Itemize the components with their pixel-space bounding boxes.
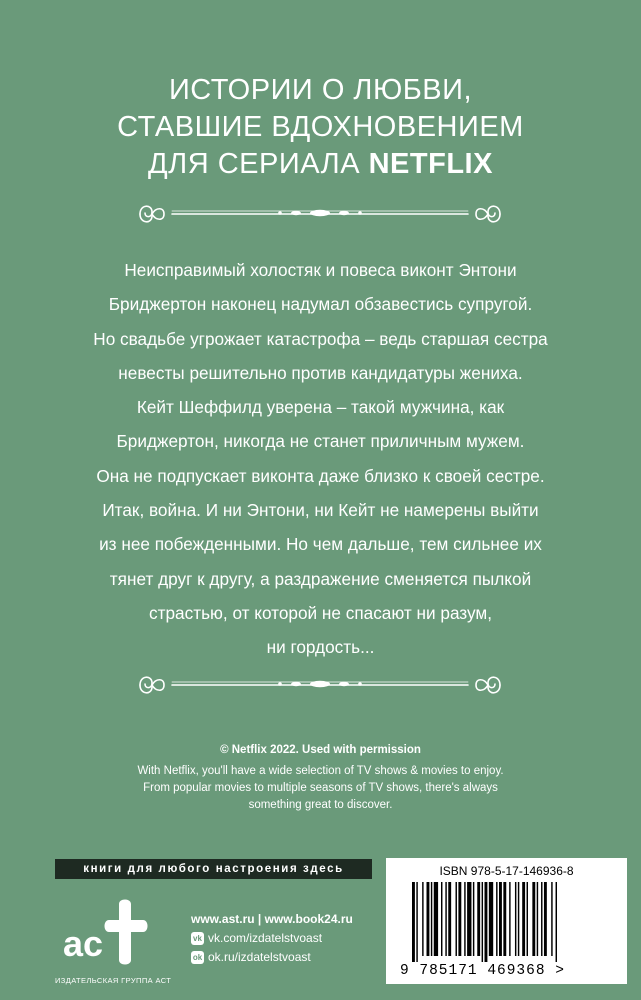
barcode-bar xyxy=(422,882,423,956)
headline xyxy=(0,72,641,183)
netflix-note-line: From popular movies to multiple seasons of TV shows, there's always xyxy=(143,782,498,794)
blurb-line: Но свадьбе угрожает катастрофа – ведь старшая сестра xyxy=(93,328,548,349)
barcode-bar xyxy=(515,882,516,956)
barcode-icon xyxy=(410,882,610,962)
barcode-bar xyxy=(532,882,535,956)
barcode-bar xyxy=(518,882,519,956)
barcode-bars xyxy=(410,882,610,962)
barcode-bar xyxy=(473,882,474,956)
barcode-bar xyxy=(434,882,438,956)
headline-prefix: ДЛЯ СЕРИАЛА xyxy=(148,148,369,180)
barcode-box xyxy=(386,858,627,984)
publisher-contacts xyxy=(191,910,353,967)
vk-icon: vk xyxy=(191,932,204,945)
barcode-bar xyxy=(496,882,497,956)
barcode-bar xyxy=(541,882,542,956)
ok-link[interactable] xyxy=(191,948,353,967)
barcode-bar xyxy=(412,882,415,962)
barcode-bar xyxy=(467,882,471,956)
netflix-brand: NETFLIX xyxy=(368,148,493,180)
barcode-bar xyxy=(509,882,510,956)
blurb-line: Бриджертон наконец надумал обзавестись супругой. xyxy=(108,294,533,315)
ornament-divider-top xyxy=(130,199,510,229)
publisher-name: ИЗДАТЕЛЬСКАЯ ГРУППА АСТ xyxy=(55,976,172,985)
blurb-line: тянет друг к другу, а раздражение сменяется пылкой xyxy=(109,568,532,589)
book-blurb xyxy=(40,253,601,665)
barcode-digits: 9 785171 469368 > xyxy=(400,963,565,979)
ornament-divider-bottom xyxy=(130,670,510,700)
ast-logo xyxy=(55,890,175,980)
barcode-bar xyxy=(537,882,538,956)
ast-logo-text: ac xyxy=(63,923,104,964)
barcode-bar xyxy=(485,882,488,962)
blurb-line: Кейт Шеффилд уверена – такой мужчина, как xyxy=(136,397,505,418)
barcode-bar xyxy=(416,882,417,962)
headline-line-1: ИСТОРИИ О ЛЮБВИ, xyxy=(168,74,473,106)
isbn-label: ISBN 978-5-17-146936-8 xyxy=(439,864,574,878)
tagline-bar: книги для любого настроения здесь xyxy=(55,859,372,879)
ast-cross-logo-icon xyxy=(55,890,175,980)
barcode-bar xyxy=(427,882,430,956)
ornament-icon xyxy=(130,199,510,229)
ok-icon: ok xyxy=(192,953,203,962)
blurb-line: страстью, от которой не спасают ни разум, xyxy=(149,602,492,623)
websites-link[interactable]: www.ast.ru | www.book24.ru xyxy=(191,912,353,926)
ornament-icon xyxy=(130,670,510,700)
blurb-line: из нее побежденными. Но чем дальше, тем сильнее их xyxy=(99,534,542,555)
barcode-bar xyxy=(464,882,465,956)
barcode-bar xyxy=(544,882,547,956)
blurb-line: ни гордость... xyxy=(266,637,375,658)
barcode-bar xyxy=(448,882,451,956)
blurb-line: Неисправимый холостяк и повеса виконт Энтони xyxy=(124,260,517,280)
barcode-bar xyxy=(441,882,442,956)
netflix-note-line: With Netflix, you'll have a wide selection of TV shows & movies to enjoy. xyxy=(137,765,504,777)
copyright-line: © Netflix 2022. Used with permission xyxy=(220,744,421,756)
barcode-bar xyxy=(556,882,557,962)
barcode-bar xyxy=(527,882,528,956)
vk-link[interactable] xyxy=(191,929,353,948)
headline-line-3 xyxy=(0,146,641,183)
barcode-bar xyxy=(456,882,457,956)
blurb-line: невесты решительно против кандидатуры жениха. xyxy=(118,362,523,383)
barcode-bar xyxy=(499,882,502,956)
netflix-note xyxy=(0,763,641,814)
barcode-bar xyxy=(431,882,432,956)
barcode-bar xyxy=(477,882,480,956)
ok-link-text: ok.ru/izdatelstvoast xyxy=(208,950,311,964)
vk-link-text: vk.com/izdatelstvoast xyxy=(208,931,323,945)
headline-line-2: СТАВШИЕ ВДОХНОВЕНИЕМ xyxy=(117,111,524,143)
netflix-note-line: something great to discover. xyxy=(248,799,393,811)
barcode-bar xyxy=(489,882,493,956)
barcode-bar xyxy=(445,882,446,956)
blurb-line: Бриджертон, никогда не станет приличным мужем. xyxy=(116,431,525,452)
barcode-bar xyxy=(503,882,506,956)
blurb-line: Она не подпускает виконта даже близко к своей сестре. xyxy=(96,465,545,486)
barcode-bar xyxy=(522,882,525,956)
barcode-bar xyxy=(458,882,461,956)
barcode-bar xyxy=(482,882,483,962)
blurb-line: Итак, война. И ни Энтони, ни Кейт не намерены выйти xyxy=(102,500,539,521)
barcode-bar xyxy=(551,882,552,956)
